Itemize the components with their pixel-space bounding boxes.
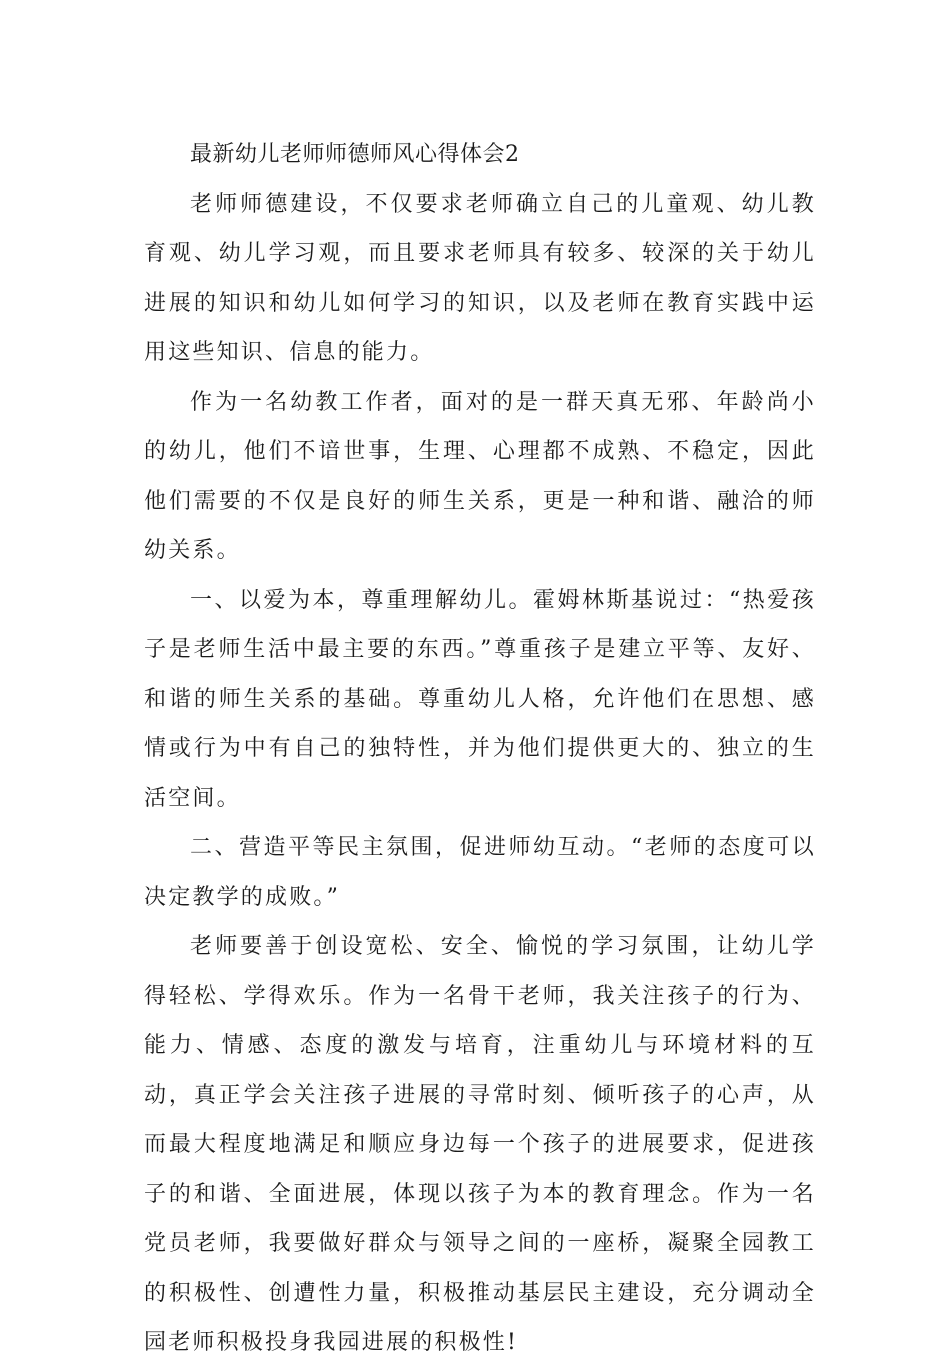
paragraph-point-one: 一、以爱为本，尊重理解幼儿。霍姆林斯基说过：“热爱孩子是老师生活中最主要的东西。”尊重孩子是建立平等、友好、和谐的师生关系的基础。尊重幼儿人格，允许他们在思想、感情或行为中有自己的独特性，并为他们提供更大的、独立的生活空间。 — [144, 587, 816, 811]
document-title: 最新幼儿老师师德师风心得体会2 — [190, 142, 520, 167]
paragraph-teacher-ethics: 老师师德建设，不仅要求老师确立自己的儿童观、幼儿教育观、幼儿学习观，而且要求老师具有较多、较深的关于幼儿进展的知识和幼儿如何学习的知识，以及老师在教育实践中运用这些知识、信息的能力。 — [144, 191, 816, 365]
paragraph-learning-atmosphere: 老师要善于创设宽松、安全、愉悦的学习氛围，让幼儿学得轻松、学得欢乐。作为一名骨干老师，我关注孩子的行为、能力、情感、态度的激发与培育，注重幼儿与环境材料的互动，真正学会关注孩子进展的寻常时刻、倾听孩子的心声，从而最大程度地满足和顺应身边每一个孩子的进展要求，促进孩子的和谐、全面进展，体现以孩子为本的教育理念。作为一名党员老师，我要做好群众与领导之间的一座桥，凝聚全园教工的积极性、创遭性力量，积极推动基层民主建设，充分调动全园老师积极投身我园进展的积极性! — [144, 934, 816, 1355]
paragraph-point-two: 二、营造平等民主氛围，促进师幼互动。“老师的态度可以决定教学的成败。” — [144, 835, 816, 910]
document-body — [144, 130, 816, 1368]
paragraph-educator-role: 作为一名幼教工作者，面对的是一群天真无邪、年龄尚小的幼儿，他们不谙世事，生理、心理都不成熟、不稳定，因此他们需要的不仅是良好的师生关系，更是一种和谐、融洽的师幼关系。 — [144, 389, 816, 563]
